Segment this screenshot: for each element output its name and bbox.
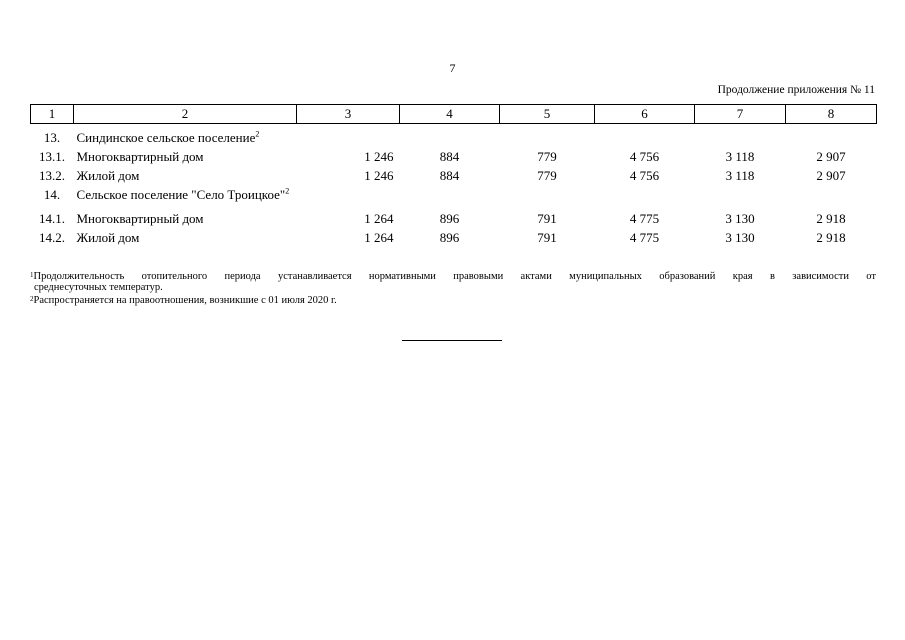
value-cell: 3 118 — [725, 168, 755, 183]
value-cell — [595, 124, 695, 149]
value-cell — [297, 186, 400, 210]
row-name-cell — [74, 124, 297, 149]
row-number: 13.1. — [39, 149, 65, 164]
row-name: Сельское поселение "Село Троицкое" — [76, 187, 286, 202]
header-cell: 5 — [500, 105, 595, 124]
row-number: 13.2. — [39, 168, 65, 183]
value-cell: 3 130 — [725, 230, 755, 245]
value-cell: 1 246 — [364, 149, 394, 164]
tariff-table — [30, 104, 877, 248]
header-cell: 2 — [74, 105, 297, 124]
value-cell — [595, 186, 695, 210]
value-cell: 2 918 — [816, 230, 846, 245]
row-name-cell — [74, 148, 297, 167]
footnote-text: Продолжительность отопительного периода устанавливается нормативными правовыми актами муниципальных образований края в зависимости от — [33, 271, 876, 282]
row-name-cell — [74, 229, 297, 248]
table-row — [31, 124, 877, 149]
footnote-2 — [30, 295, 876, 306]
value-cell: 884 — [439, 149, 460, 164]
header-cell: 6 — [595, 105, 695, 124]
footnote-ref: 2 — [285, 186, 290, 196]
row-name-cell — [74, 186, 297, 210]
row-number: 14.1. — [39, 211, 65, 226]
continuation-label: Продолжение приложения № 11 — [717, 84, 875, 96]
row-name: Жилой дом — [76, 168, 140, 183]
table-row — [31, 148, 877, 167]
header-cell: 1 — [31, 105, 74, 124]
header-cell: 8 — [786, 105, 877, 124]
value-cell — [786, 124, 877, 149]
value-cell — [500, 124, 595, 149]
footnotes — [30, 271, 876, 306]
value-cell: 1 246 — [364, 168, 394, 183]
value-cell: 791 — [537, 230, 557, 245]
value-cell: 1 264 — [364, 230, 394, 245]
value-cell: 3 118 — [725, 149, 755, 164]
table-row — [31, 186, 877, 210]
value-cell: 2 907 — [816, 168, 846, 183]
value-cell: 4 775 — [629, 211, 660, 226]
footnote-mark: 2 — [30, 295, 34, 303]
footnote-1-continuation: среднесуточных температур. — [34, 282, 163, 293]
value-cell — [500, 186, 595, 210]
value-cell: 896 — [439, 211, 460, 226]
value-cell — [400, 124, 500, 149]
footnote-mark: 1 — [30, 271, 34, 279]
row-number: 14. — [43, 187, 61, 202]
value-cell: 4 756 — [629, 149, 660, 164]
value-cell: 884 — [439, 168, 460, 183]
footnote-ref: 2 — [255, 129, 260, 139]
table-row — [31, 229, 877, 248]
value-cell: 779 — [537, 168, 557, 183]
value-cell — [695, 186, 786, 210]
table-row — [31, 167, 877, 186]
end-rule — [402, 340, 502, 341]
footnote-1 — [30, 271, 876, 282]
value-cell: 896 — [439, 230, 460, 245]
value-cell: 1 264 — [364, 211, 394, 226]
row-name: Многоквартирный дом — [76, 149, 204, 164]
row-name-cell — [74, 210, 297, 229]
value-cell — [400, 186, 500, 210]
row-number: 14.2. — [39, 230, 65, 245]
table-row — [31, 210, 877, 229]
value-cell — [786, 186, 877, 210]
row-name-cell — [74, 167, 297, 186]
row-name: Жилой дом — [76, 230, 140, 245]
header-cell: 7 — [695, 105, 786, 124]
footnote-text: Распространяется на правоотношения, возникшие с 01 июля 2020 г. — [33, 295, 337, 306]
header-cell: 4 — [400, 105, 500, 124]
value-cell: 779 — [537, 149, 557, 164]
value-cell: 791 — [537, 211, 557, 226]
value-cell — [695, 124, 786, 149]
page-number: 7 — [449, 61, 456, 75]
row-number: 13. — [43, 130, 61, 145]
row-name: Многоквартирный дом — [76, 211, 204, 226]
header-cell: 3 — [297, 105, 400, 124]
value-cell: 4 775 — [629, 230, 660, 245]
value-cell — [297, 124, 400, 149]
value-cell: 2 918 — [816, 211, 846, 226]
header-row — [31, 105, 877, 124]
value-cell: 3 130 — [725, 211, 755, 226]
value-cell: 4 756 — [629, 168, 660, 183]
row-name: Синдинское сельское поселение — [76, 130, 256, 145]
value-cell: 2 907 — [816, 149, 846, 164]
